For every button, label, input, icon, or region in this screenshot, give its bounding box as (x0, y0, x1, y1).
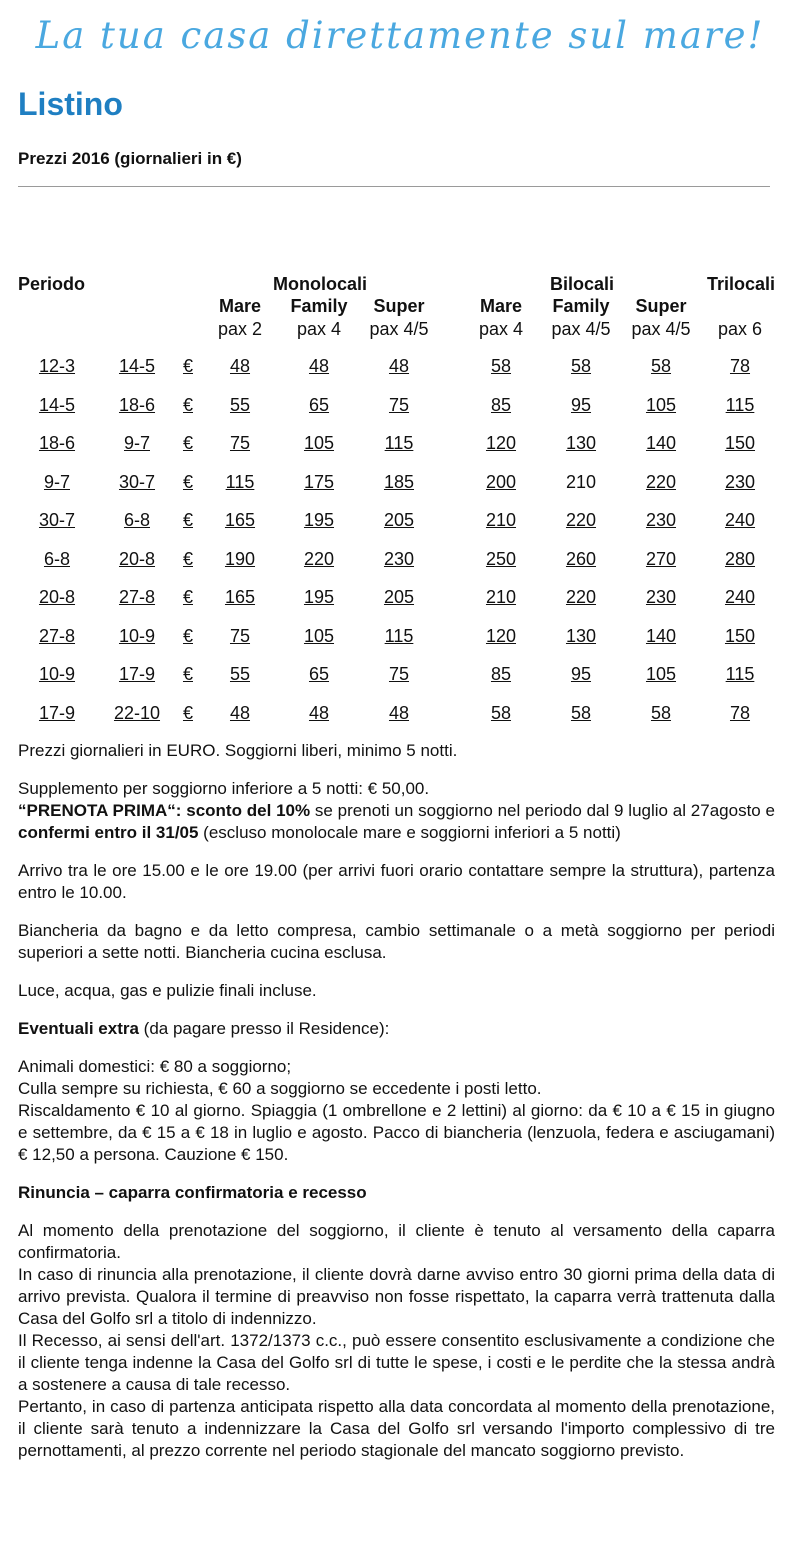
price-cell[interactable]: 175 (303, 472, 335, 492)
price-cell: 210 (565, 472, 597, 492)
column-pax-3: pax 4 (478, 319, 524, 339)
price-cell[interactable]: 280 (724, 549, 756, 569)
price-cell[interactable]: 115 (384, 433, 414, 453)
period-from[interactable]: 30-7 (38, 510, 76, 530)
price-cell[interactable]: 105 (645, 395, 677, 415)
period-to[interactable]: 10-9 (118, 626, 156, 646)
price-cell[interactable]: 85 (490, 395, 512, 415)
column-pax-1: pax 4 (296, 319, 342, 339)
currency-symbol[interactable]: € (182, 472, 193, 492)
extra-pets: Animali domestici: € 80 a soggiorno; (18, 1057, 292, 1076)
period-from[interactable]: 17-9 (38, 703, 76, 723)
currency-symbol[interactable]: € (182, 703, 193, 723)
price-cell[interactable]: 270 (645, 549, 677, 569)
period-from[interactable]: 20-8 (38, 587, 76, 607)
price-cell[interactable]: 55 (229, 395, 251, 415)
price-cell[interactable]: 185 (383, 472, 415, 492)
price-cell[interactable]: 75 (229, 626, 251, 646)
price-cell[interactable]: 58 (650, 356, 672, 376)
column-name-3: Mare (479, 296, 523, 316)
price-cell[interactable]: 230 (645, 587, 677, 607)
price-cell[interactable]: 78 (729, 356, 751, 376)
price-cell[interactable]: 58 (570, 703, 592, 723)
period-to[interactable]: 30-7 (118, 472, 156, 492)
note-included: Luce, acqua, gas e pulizie finali incluse. (18, 981, 317, 1000)
cancellation-title: Rinuncia – caparra confirmatoria e recesso (18, 1183, 367, 1202)
price-cell[interactable]: 150 (724, 626, 756, 646)
period-to[interactable]: 20-8 (118, 549, 156, 569)
period-to[interactable]: 14-5 (118, 356, 156, 376)
price-cell[interactable]: 58 (570, 356, 592, 376)
column-pax-4: pax 4/5 (551, 319, 611, 339)
price-cell[interactable]: 75 (388, 664, 410, 684)
price-cell[interactable]: 230 (724, 472, 756, 492)
price-cell[interactable]: 48 (388, 356, 410, 376)
price-cell[interactable]: 220 (645, 472, 677, 492)
price-cell[interactable]: 48 (308, 356, 330, 376)
price-cell[interactable]: 130 (565, 626, 597, 646)
column-name-2: Super (373, 296, 425, 316)
price-cell[interactable]: 150 (724, 433, 756, 453)
group-monolocali: Monolocali (273, 274, 367, 294)
price-cell[interactable]: 190 (224, 549, 256, 569)
period-to[interactable]: 22-10 (113, 703, 161, 723)
early-booking-exclusions: (escluso monolocale mare e soggiorni inferiori a 5 notti) (198, 823, 621, 842)
price-cell[interactable]: 75 (388, 395, 410, 415)
price-cell[interactable]: 260 (565, 549, 597, 569)
period-header: Periodo (18, 274, 86, 294)
price-cell[interactable]: 58 (490, 356, 512, 376)
note-prices: Prezzi giornalieri in EURO. Soggiorni liberi, minimo 5 notti. (18, 741, 458, 760)
price-cell[interactable]: 48 (229, 703, 251, 723)
price-cell[interactable]: 220 (303, 549, 335, 569)
price-cell[interactable]: 240 (724, 510, 756, 530)
column-pax-6: pax 6 (717, 319, 763, 339)
column-name-4: Family (552, 296, 610, 316)
page-title: Listino (18, 86, 123, 122)
price-cell[interactable]: 240 (724, 587, 756, 607)
tagline: La tua casa direttamente sul mare! (35, 14, 765, 57)
cancellation-deposit: Al momento della prenotazione del soggiorno, il cliente è tenuto al versamento della caparra confirmatoria. (18, 1221, 775, 1262)
currency-symbol[interactable]: € (182, 395, 193, 415)
cancellation-early-departure: Pertanto, in caso di partenza anticipata rispetto alla data concordata al momento della prenotazione, il cliente sarà tenuto a indennizzare la Casa del Golfo srl versando l'importo complessivo di tre pernottamenti, al prezzo corrente nel periodo stagionale del mancato soggiorno previsto. (18, 1397, 775, 1460)
period-to[interactable]: 6-8 (123, 510, 150, 530)
extras-heading (18, 1018, 775, 1040)
price-cell[interactable]: 105 (645, 664, 677, 684)
price-cell[interactable]: 95 (570, 664, 592, 684)
price-cell[interactable]: 220 (565, 587, 597, 607)
column-pax-0: pax 2 (217, 319, 263, 339)
currency-symbol[interactable]: € (182, 510, 193, 530)
early-booking-deadline: confermi entro il 31/05 (18, 823, 199, 842)
price-cell[interactable]: 205 (383, 587, 415, 607)
price-cell[interactable]: 75 (229, 433, 251, 453)
price-cell[interactable]: 220 (565, 510, 597, 530)
period-from[interactable]: 14-5 (38, 395, 76, 415)
currency-symbol[interactable]: € (182, 549, 193, 569)
currency-symbol[interactable]: € (182, 356, 193, 376)
group-bilocali: Bilocali (549, 274, 615, 294)
column-name-0: Mare (218, 296, 262, 316)
price-cell[interactable]: 130 (565, 433, 597, 453)
period-to[interactable]: 17-9 (118, 664, 156, 684)
price-cell[interactable]: 65 (308, 664, 330, 684)
extras-title: Eventuali extra (18, 1019, 139, 1038)
period-to[interactable]: 9-7 (123, 433, 150, 453)
price-cell[interactable]: 200 (485, 472, 517, 492)
price-cell[interactable]: 230 (645, 510, 677, 530)
price-cell[interactable]: 120 (485, 626, 517, 646)
period-from[interactable]: 6-8 (43, 549, 70, 569)
note-linen: Biancheria da bagno e da letto compresa, cambio settimanale o a metà soggiorno per periodi superiori a sette notti. Biancheria cucina esclusa. (18, 921, 775, 962)
price-cell[interactable]: 78 (729, 703, 751, 723)
note-arrival: Arrivo tra le ore 15.00 e le ore 19.00 (per arrivi fuori orario contattare sempre la struttura), partenza entro le 10.00. (18, 861, 775, 902)
price-cell[interactable]: 115 (725, 395, 755, 415)
price-cell[interactable]: 85 (490, 664, 512, 684)
price-cell[interactable]: 140 (645, 626, 677, 646)
note-early-booking (18, 800, 775, 844)
price-cell[interactable]: 120 (485, 433, 517, 453)
column-pax-2: pax 4/5 (369, 319, 429, 339)
price-subtitle: Prezzi 2016 (giornalieri in €) (18, 149, 242, 168)
extras-subtitle: (da pagare presso il Residence): (138, 1019, 390, 1038)
currency-symbol[interactable]: € (182, 433, 193, 453)
cancellation-notice: In caso di rinuncia alla prenotazione, il cliente dovrà darne avviso entro 30 giorni prima della data di arrivo prevista. Qualora il termine di preavviso non fosse rispettato, la caparra verrà trattenuta dalla Casa del Golfo srl a titolo di indennizzo. (18, 1265, 775, 1328)
price-cell[interactable]: 115 (725, 664, 755, 684)
price-cell[interactable]: 205 (383, 510, 415, 530)
period-from[interactable]: 18-6 (38, 433, 76, 453)
price-cell[interactable]: 105 (303, 433, 335, 453)
group-trilocali: Trilocali (706, 274, 776, 294)
price-cell[interactable]: 230 (383, 549, 415, 569)
note-supplement: Supplemento per soggiorno inferiore a 5 notti: € 50,00. (18, 779, 430, 798)
price-cell[interactable]: 210 (485, 510, 517, 530)
divider (18, 186, 770, 187)
currency-symbol[interactable]: € (182, 664, 193, 684)
period-to[interactable]: 18-6 (118, 395, 156, 415)
price-cell[interactable]: 95 (570, 395, 592, 415)
price-cell[interactable]: 195 (303, 587, 335, 607)
period-from[interactable]: 10-9 (38, 664, 76, 684)
price-cell[interactable]: 48 (308, 703, 330, 723)
notes (18, 740, 775, 1462)
currency-symbol[interactable]: € (182, 587, 193, 607)
price-cell[interactable]: 115 (225, 472, 255, 492)
price-cell[interactable]: 48 (388, 703, 410, 723)
price-cell[interactable]: 58 (490, 703, 512, 723)
price-cell[interactable]: 140 (645, 433, 677, 453)
period-from[interactable]: 9-7 (43, 472, 70, 492)
price-cell[interactable]: 195 (303, 510, 335, 530)
price-cell[interactable]: 165 (224, 510, 256, 530)
price-cell[interactable]: 115 (384, 626, 414, 646)
extra-heating-beach: Riscaldamento € 10 al giorno. Spiaggia (1 ombrellone e 2 lettini) al giorno: da € 10 a € 15 in giugno e settembre, da € 15 a € 18 in luglio e agosto. Pacco di biancheria (lenzuola, federa e asciugamani) € 12,50 a persona. Cauzione € 150. (18, 1101, 775, 1164)
early-booking-text: se prenoti un soggiorno nel periodo dal 9 luglio al 27agosto e (310, 801, 775, 820)
column-pax-5: pax 4/5 (631, 319, 691, 339)
period-to[interactable]: 27-8 (118, 587, 156, 607)
cancellation-withdrawal: Il Recesso, ai sensi dell'art. 1372/1373 c.c., può essere consentito esclusivamente a condizione che il cliente tenga indenne la Casa del Golfo srl di tutte le spese, i costi e le perdite che la stessa andrà a sostenere a causa di tale recesso. (18, 1331, 775, 1394)
price-cell[interactable]: 210 (485, 587, 517, 607)
early-booking-label: “PRENOTA PRIMA“: sconto del 10% (18, 801, 311, 820)
period-from[interactable]: 27-8 (38, 626, 76, 646)
price-cell[interactable]: 250 (485, 549, 517, 569)
currency-symbol[interactable]: € (182, 626, 193, 646)
extra-crib: Culla sempre su richiesta, € 60 a soggiorno se eccedente i posti letto. (18, 1079, 542, 1098)
price-cell[interactable]: 55 (229, 664, 251, 684)
price-cell[interactable]: 58 (650, 703, 672, 723)
price-cell[interactable]: 105 (303, 626, 335, 646)
column-name-1: Family (290, 296, 348, 316)
price-cell[interactable]: 65 (308, 395, 330, 415)
period-from[interactable]: 12-3 (38, 356, 76, 376)
column-name-5: Super (635, 296, 687, 316)
price-cell[interactable]: 165 (224, 587, 256, 607)
price-cell[interactable]: 48 (229, 356, 251, 376)
